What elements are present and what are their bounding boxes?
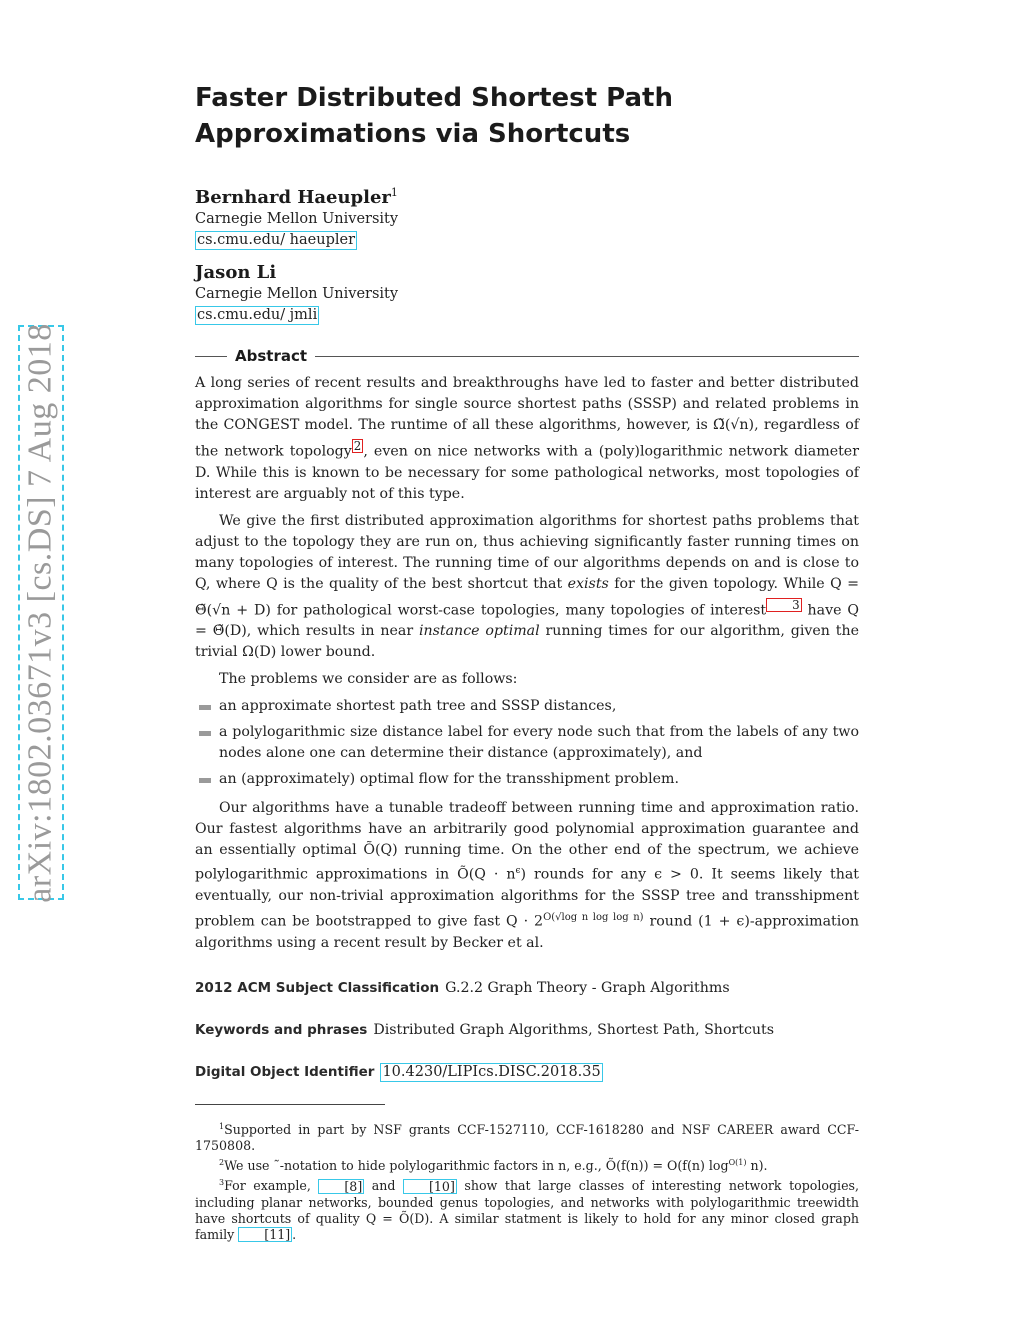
bullet-icon — [199, 778, 211, 783]
footnote-2: $^2$We use ˜-notation to hide polylogarithmic factors in n, e.g., Õ(f(n)) = O(f(n) $\log^{O(1)} n$). — [219, 1158, 768, 1174]
list-item: an (approximately) optimal flow for the transshipment problem. — [195, 769, 859, 790]
author-block-1 — [195, 182, 859, 250]
citation-link[interactable]: [10] — [403, 1179, 457, 1194]
abstract-paragraph-3: The problems we consider are as follows: — [219, 671, 518, 688]
divider — [195, 356, 227, 357]
footnote-1: $^1$Supported in part by NSF grants CCF-1527110, CCF-1618280 and NSF CAREER award CCF-1750808. — [195, 1121, 859, 1154]
abstract-paragraph-2: We give the first distributed approximation algorithms for shortest paths problems that adjust to the topology they are run on, thus achieving significantly faster running times on many topologies of interest. The running time of our algorithms depends on and is close to Q, where Q is the quality of the best shortcut that exists for the given topology. While Q = Θ̃(√n + D) for pathological worst-case topologies, many topologies of interest $^3$ have Q = Θ̃(D), which results in near instance optimal running times for our algorithm, given the trivial Ω(D) lower bound. — [195, 512, 860, 661]
author-affiliation: Carnegie Mellon University — [195, 211, 399, 227]
bullet-icon — [199, 705, 211, 710]
author-name: Jason Li — [195, 262, 277, 283]
doi-link[interactable]: 10.4230/LIPIcs.DISC.2018.35 — [382, 1063, 601, 1080]
doi: Digital Object Identifier 10.4230/LIPIcs.DISC.2018.35 — [195, 1063, 601, 1080]
citation-link[interactable]: [8] — [318, 1179, 364, 1194]
author-name: Bernhard Haeupler$^1$ — [195, 186, 398, 208]
divider — [315, 356, 859, 357]
problem-list — [195, 696, 859, 790]
acm-classification: 2012 ACM Subject Classification G.2.2 Graph Theory - Graph Algorithms — [195, 979, 730, 996]
citation-link[interactable]: [11] — [238, 1227, 292, 1242]
paper-title: Faster Distributed Shortest Path Approximations via Shortcuts — [195, 83, 673, 149]
arxiv-identifier-stamp[interactable] — [18, 322, 64, 903]
abstract-heading: Abstract — [195, 347, 859, 365]
footnote-ref-link[interactable]: 3 — [766, 598, 802, 612]
footnote-ref-link[interactable]: 2 — [353, 439, 362, 453]
author-homepage-link[interactable]: cs.cmu.edu/ haeupler — [197, 232, 356, 248]
author-homepage-link[interactable]: cs.cmu.edu/ jmli — [197, 307, 318, 323]
abstract-paragraph-4: Our algorithms have a tunable tradeoff between running time and approximation ratio. Our fastest algorithms have an arbitrarily good polynomial approximation guarantee and an essentially optimal Õ(Q) running time. On the other end of the spectrum, we achieve polylogarithmic approximations in Õ(Q · $n^\epsilon$) rounds for any ϵ > 0. It seems likely that eventually, our non-trivial approximation algorithms for the SSSP tree and transshipment problem can be bootstrapped to give fast $Q \cdot 2^{O(√log n log log n)}$ round (1 + ϵ)-approximation algorithms using a recent result by Becker et al. — [195, 800, 860, 951]
author-affiliation: Carnegie Mellon University — [195, 286, 399, 302]
paper-page — [195, 80, 859, 1244]
author-block-2 — [195, 262, 859, 325]
keywords: Keywords and phrases Distributed Graph Algorithms, Shortest Path, Shortcuts — [195, 1021, 775, 1038]
list-item: a polylogarithmic size distance label for every node such that from the labels of any two nodes alone one can determine their distance (approximately), and — [195, 722, 859, 764]
footnote-divider — [195, 1104, 385, 1105]
footnote-3: $^3$For example, [8] and [10] show that large classes of interesting network topologies, including planar networks, bounded genus topologies, and networks with polylogarithmic treewidth have shortcuts of quality Q = Õ(D). A similar statment is likely to hold for any minor closed graph family [11] . — [195, 1178, 860, 1242]
bullet-icon — [199, 731, 211, 736]
arxiv-id-text: arXiv:1802.03671v3 [cs.DS] 7 Aug 2018 — [22, 322, 59, 903]
abstract-paragraph-1: A long series of recent results and breakthroughs have led to faster and better distributed approximation algorithms for single source shortest paths (SSSP) and related problems in the CONGEST model. The runtime of all these algorithms, however, is Ω̃(√n), regardless of the network topology $^2$ , even on nice networks with a (poly)logarithmic network diameter D. While this is known to be necessary for some pathological networks, most topologies of interest are arguably not of this type. — [195, 375, 859, 502]
list-item: an approximate shortest path tree and SSSP distances, — [195, 696, 859, 717]
paper-metadata — [195, 978, 859, 1083]
